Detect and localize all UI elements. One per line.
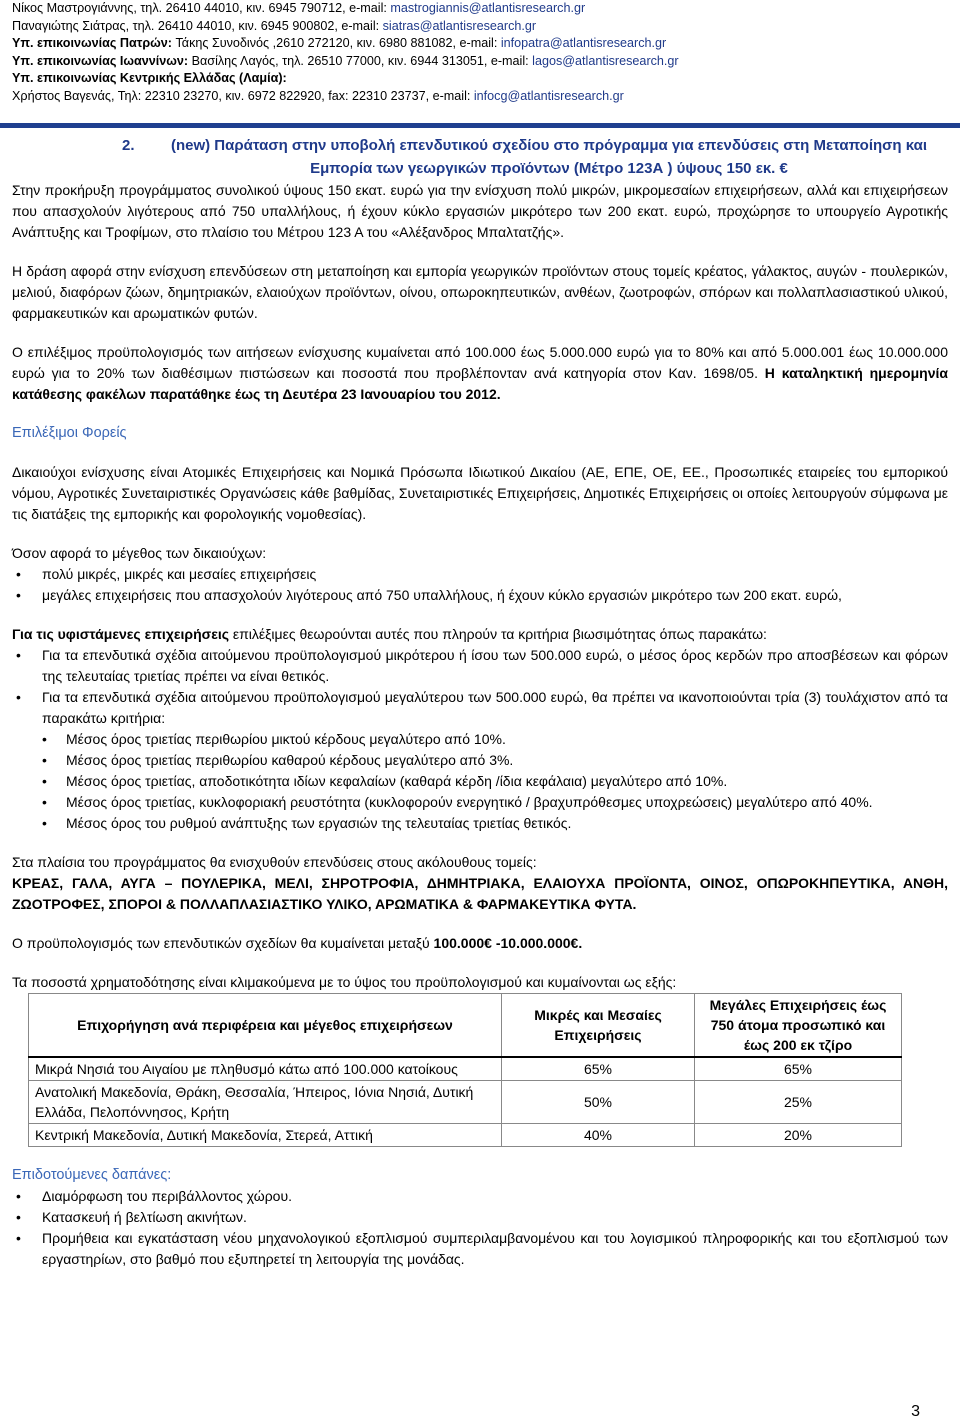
header-line-6: Χρήστος Βαγενάς, Τηλ: 22310 23270, κιν. 6972 822920, fax: 22310 23737, e-mail: infocg@atlantisresearch.gr <box>12 88 624 103</box>
email-link[interactable]: mastrogiannis@atlantisresearch.gr <box>390 1 586 15</box>
rates-intro: Τα ποσοστά χρηματοδότησης είναι κλιμακούμενα με το ύψος του προϋπολογισμού και κυμαίνονται ως εξής: <box>12 974 677 990</box>
list-item: • Για τα επενδυτικά σχέδια αιτούμενου προϋπολογισμού μεγαλύτερου των 500.000 ευρώ, θα πρέπει να ικανοποιούνται τρία (3) τουλάχιστον από τα παρακάτω κριτήρια: • Μέσος όρος τριετίας περιθωρίου μικτού κέρδους μεγαλύτερο από 10%. • Μέσος όρος τριετίας περιθωρίου καθαρού κέρδους μεγαλύτερο από 3%. • Μέσος όρος τριετίας, αποδοτικότητα ιδίων κεφαλαίων (καθαρά κέρδη /ίδια κεφάλαια) μεγαλύτερο από 10%. • Μέσος όρος τριετίας, κυκλοφοριακή ρευστότητα (κυκλοφορούν ενεργητικό / βραχυπρόθεσμες υποχρεώσεις) μεγαλύτερο από 40%. • Μέσος όρος του ρυθμού ανάπτυξης των εργασιών της τελευταίας τριετίας θετικός. <box>12 687 948 834</box>
existing-list <box>12 645 948 834</box>
list-item: • Προμήθεια και εγκατάσταση νέου μηχανολογικού εξοπλισμού συμπεριλαμβανομένου και του λογισμικού πληροφορικής και του εξοπλισμού των εργαστηρίων, στο βαθμό που εξυπηρετεί τη λειτουργία της μονάδας. <box>12 1228 948 1270</box>
table-header: Επιχορήγηση ανά περιφέρεια και μέγεθος επιχειρήσεων <box>29 994 502 1058</box>
size-list <box>12 564 948 606</box>
budget-paragraph: Ο επιλέξιμος προϋπολογισμός των αιτήσεων ενίσχυσης κυμαίνεται από 100.000 έως 5.000.000 ευρώ για το 80% και από 5.000.001 έως 10.000.000 ευρώ για το 20% των διαθέσιμων πιστώσεων και ποσοστά που προβλέπονταν ανά κατηγορία στον Καν. 1698/05. Η καταληκτική ημερομηνία κατάθεσης φακέλων παρατάθηκε έως τη Δευτέρα 23 Ιανουαρίου του 2012. <box>12 344 948 402</box>
table-cell: 40% <box>502 1124 695 1147</box>
header-line-2: Παναγιώτης Σιάτρας, τηλ. 26410 44010, κιν. 6945 900802, e-mail: siatras@atlantisresearch.gr <box>12 18 537 33</box>
criteria-list <box>42 729 948 834</box>
list-item: • Μέσος όρος τριετίας περιθωρίου μικτού κέρδους μεγαλύτερο από 10%. <box>42 729 948 750</box>
list-item: • Για τα επενδυτικά σχέδια αιτούμενου προϋπολογισμού μικρότερου ή ίσου των 500.000 ευρώ, ο μέσος όρος κερδών προ αποσβέσεων και φόρων της τελευταίας τριετίας πρέπει να είναι θετικός. <box>12 645 948 687</box>
list-item: • Διαμόρφωση του περιβάλλοντος χώρου. <box>12 1186 948 1207</box>
list-item: • Μέσος όρος του ρυθμού ανάπτυξης των εργασιών της τελευταίας τριετίας θετικός. <box>42 813 948 834</box>
header-line-1: Νίκος Μαστρογιάννης, τηλ. 26410 44010, κιν. 6945 790712, e-mail: mastrogiannis@atlantisresearch.gr <box>12 1 586 15</box>
list-item: • πολύ μικρές, μικρές και μεσαίες επιχειρήσεις <box>12 564 948 585</box>
section-title-text: (new) Παράταση στην υποβολή επενδυτικού σχεδίου στο πρόγραμμα για επενδύσεις στη Μεταποίηση και Εμπορία των γεωργικών προϊόντων (Μέτρο 123Α ) ύψους 150 εκ. € <box>170 137 928 177</box>
table-cell: Κεντρική Μακεδονία, Δυτική Μακεδονία, Στερεά, Αττική <box>29 1124 502 1147</box>
deadline-text: Η καταληκτική ημερομηνία κατάθεσης φακέλων παρατάθηκε έως τη Δευτέρα 23 Ιανουαρίου του 2012. <box>12 365 948 402</box>
beneficiaries-paragraph: Δικαιούχοι ενίσχυσης είναι Ατομικές Επιχειρήσεις και Νομικά Πρόσωπα Ιδιωτικού Δικαίου (ΑΕ, ΕΠΕ, ΟΕ, ΕΕ., Προσωπικές εταιρείες του εμπορικού νόμου, Αγροτικές Συνεταιριστικές Οργανώσεις κάθε βαθμίδας, Συνεταιριστικές Επιχειρήσεις, Δημοτικές Επιχειρήσεις οι οποίες λειτουργούν σύμφωνα με τις διατάξεις της εμπορικής και φορολογικής νομοθεσίας). <box>12 464 948 522</box>
article-body <box>12 128 948 1270</box>
header-line-5: Υπ. επικοινωνίας Κεντρικής Ελλάδας (Λαμία): <box>12 71 287 85</box>
list-item: • μεγάλες επιχειρήσεις που απασχολούν λιγότερους από 750 υπαλλήλους, ή έχουν κύκλο εργασιών μικρότερο των 200 εκατ. ευρώ, <box>12 585 948 606</box>
table-header-row <box>29 994 902 1058</box>
email-link[interactable]: lagos@atlantisresearch.gr <box>532 53 679 68</box>
existing-paragraph: Για τις υφιστάμενες επιχειρήσεις επιλέξιμες θεωρούνται αυτές που πληρούν τα κριτήρια βιωσιμότητας όπως παρακάτω: <box>12 626 767 642</box>
expenses-list <box>12 1186 948 1270</box>
sectors-intro: Στα πλαίσια του προγράμματος θα ενισχυθούν επενδύσεις στους ακόλουθους τομείς: <box>12 854 537 870</box>
list-item: • Μέσος όρος τριετίας, κυκλοφοριακή ρευστότητα (κυκλοφορούν ενεργητικό / βραχυπρόθεσμες υποχρεώσεις) μεγαλύτερο από 40%. <box>42 792 948 813</box>
email-link[interactable]: siatras@atlantisresearch.gr <box>382 18 537 33</box>
intro-paragraph: Στην προκήρυξη προγράμματος συνολικού ύψους 150 εκατ. ευρώ για την ενίσχυση πολύ μικρών, μικρομεσαίων επιχειρήσεων, αλλά και επιχειρήσεων που απασχολούν λιγότερους από 750 υπαλλήλους, ή έχουν κύκλο εργασιών μικρότερο των 200 εκατ. ευρώ, προχώρησε το υπουργείο Αγροτικής Ανάπτυξης και Τροφίμων, στο πλαίσιο του Μέτρου 123 Α του «Αλέξανδρος Μπαλτατζής». <box>12 182 948 240</box>
table-cell: 50% <box>502 1081 695 1124</box>
action-paragraph: Η δράση αφορά στην ενίσχυση επενδύσεων στη μεταποίηση και εμπορία γεωργικών προϊόντων στους τομείς κρέατος, γάλακτος, αυγών - πουλερικών, μελιού, διαφόρων ζώων, δημητριακών, ελαιούχων προϊόντων, οίνου, οπωροκηπευτικών, ανθέων, ζωοτροφών, σπόρων και πολλαπλασιαστικού υλικού, φαρμακευτικών και αρωματικών φυτών. <box>12 263 948 321</box>
table-cell: Ανατολική Μακεδονία, Θράκη, Θεσσαλία, Ήπειρος, Ιόνια Νησιά, Δυτική Ελλάδα, Πελοπόννησος, Κρήτη <box>29 1081 502 1124</box>
expenses-heading: Επιδοτούμενες δαπάνες: <box>12 1167 172 1183</box>
list-item: • Μέσος όρος τριετίας περιθωρίου καθαρού κέρδους μεγαλύτερο από 3%. <box>42 750 948 771</box>
eligible-heading: Επιλέξιμοι Φορείς <box>12 425 127 441</box>
table-header: Μεγάλες Επιχειρήσεις έως 750 άτομα προσωπικό και έως 200 εκ τζίρο <box>695 994 902 1058</box>
section-number: 2. <box>122 137 135 154</box>
range-paragraph: Ο προϋπολογισμός των επενδυτικών σχεδίων θα κυμαίνεται μεταξύ 100.000€ -10.000.000€. <box>12 935 583 951</box>
table-row <box>29 1124 902 1147</box>
page-number: 3 <box>911 1403 920 1420</box>
size-intro: Όσον αφορά το μέγεθος των δικαιούχων: <box>12 545 267 561</box>
table-cell: Μικρά Νησιά του Αιγαίου με πληθυσμό κάτω από 100.000 κατοίκους <box>29 1057 502 1081</box>
sectors-list: ΚΡΕΑΣ, ΓΑΛΑ, ΑΥΓΑ – ΠΟΥΛΕΡΙΚΑ, ΜΕΛΙ, ΣΗΡΟΤΡΟΦΙΑ, ΔΗΜΗΤΡΙΑΚΑ, ΕΛΑΙΟΥΧΑ ΠΡΟΪΟΝΤΑ, ΟΙΝΟΣ, ΟΠΩΡΟΚΗΠΕΥΤΙΚΑ, ΑΝΘΗ, ΖΩΟΤΡΟΦΕΣ, ΣΠΟΡΟΙ & ΠΟΛΛΑΠΛΑΣΙΑΣΤΙΚΟ ΥΛΙΚΟ, ΑΡΩΜΑΤΙΚΑ & ΦΑΡΜΑΚΕΥΤΙΚΑ ΦΥΤΑ. <box>12 875 948 912</box>
table-cell: 65% <box>502 1057 695 1081</box>
section-title <box>12 134 948 180</box>
email-link[interactable]: infopatra@atlantisresearch.gr <box>500 36 667 50</box>
header-line-3: Υπ. επικοινωνίας Πατρών: Τάκης Συνοδινός ,2610 272120, κιν. 6980 881082, e-mail: infopatra@atlantisresearch.gr <box>12 36 667 50</box>
table-row <box>29 1081 902 1124</box>
email-link[interactable]: infocg@atlantisresearch.gr <box>473 88 624 103</box>
table-cell: 25% <box>695 1081 902 1124</box>
table-header: Μικρές και Μεσαίες Επιχειρήσεις <box>502 994 695 1058</box>
contact-header <box>12 0 952 105</box>
list-item: • Κατασκευή ή βελτίωση ακινήτων. <box>12 1207 948 1228</box>
funding-rates-table <box>28 993 902 1147</box>
table-cell: 65% <box>695 1057 902 1081</box>
table-cell: 20% <box>695 1124 902 1147</box>
header-line-4: Υπ. επικοινωνίας Ιωαννίνων: Βασίλης Λαγός, τηλ. 26510 77000, κιν. 6944 313051, e-mail: lagos@atlantisresearch.gr <box>12 53 679 68</box>
table-row <box>29 1057 902 1081</box>
list-item: • Μέσος όρος τριετίας, αποδοτικότητα ιδίων κεφαλαίων (καθαρά κέρδη /ίδια κεφάλαια) μεγαλύτερο από 10%. <box>42 771 948 792</box>
